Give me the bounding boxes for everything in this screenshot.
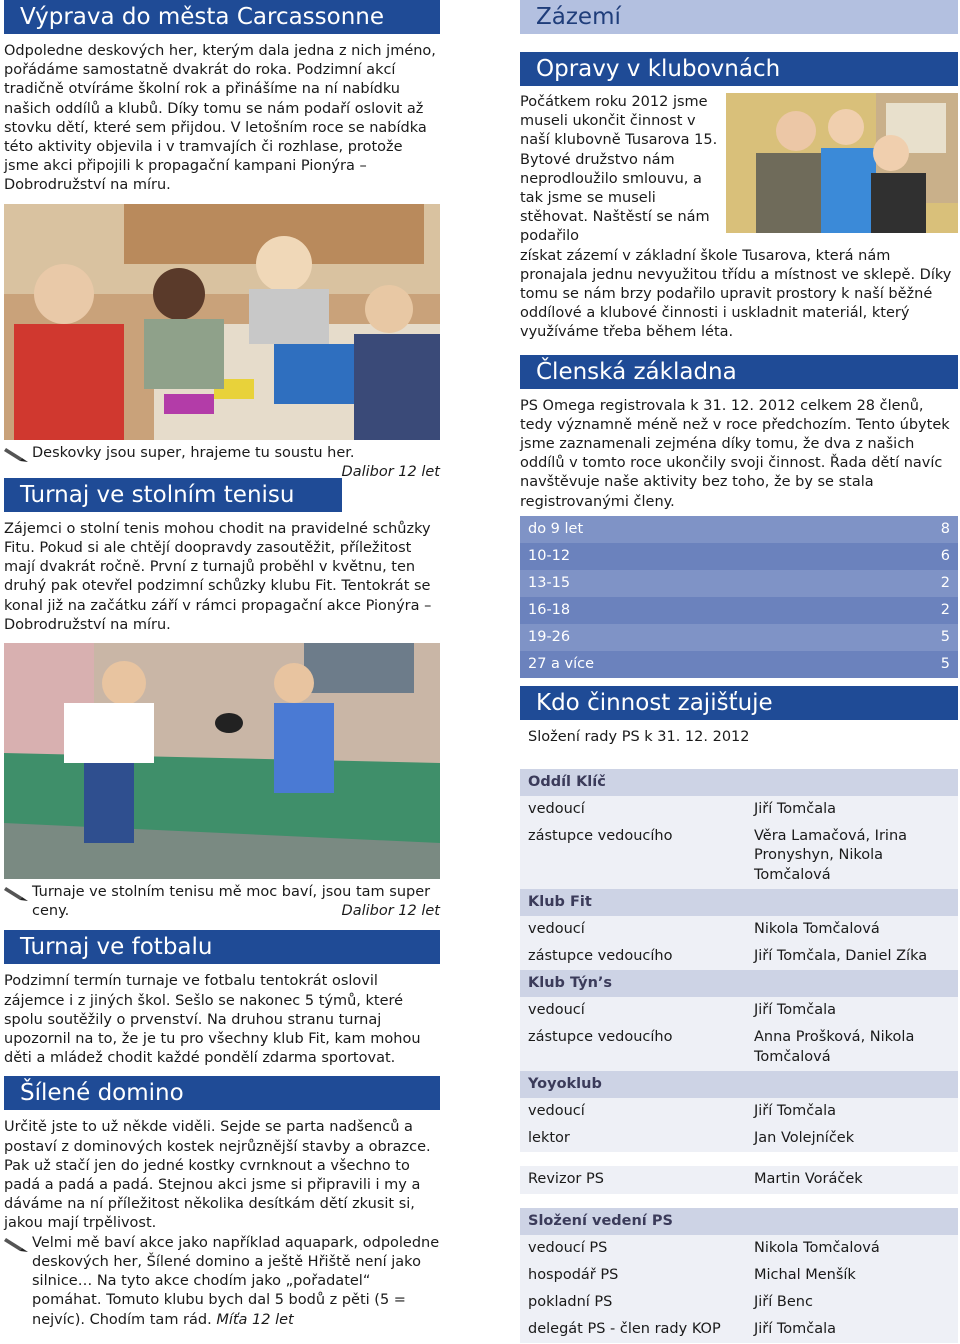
stats-row — [520, 624, 958, 651]
board-entry — [520, 943, 958, 970]
section-title-carcassonne: Výprava do města Carcassonne — [4, 0, 440, 34]
age-group: 19-26 — [528, 628, 571, 645]
board-entry — [520, 1316, 958, 1343]
clenska-text: PS Omega registrovala k 31. 12. 2012 celkem 28 členů, tedy významně méně než v roce předchozím. Tento úbytek jsme zaznamenali zejména díky tomu, že dva z našich oddílů v tomto roce ukončily svoji činnost. Řada dětí navíc navštěvuje naše aktivity bez toho, že by se stala registrovanými členy. — [520, 397, 950, 510]
stats-row — [520, 516, 958, 543]
tenis-caption — [4, 883, 440, 921]
age-group: do 9 let — [528, 520, 584, 537]
stats-row — [520, 570, 958, 597]
board-entry — [520, 796, 958, 823]
section-title-domino: Šílené domino — [4, 1076, 440, 1110]
person: Věra Lamačová, Irina Pronyshyn, Nikola Tomčalová — [754, 828, 908, 883]
person: Nikola Tomčalová — [754, 1239, 880, 1256]
domino-caption — [4, 1234, 440, 1330]
member-count: 5 — [940, 655, 950, 672]
person: Michal Menšík — [754, 1266, 856, 1283]
person: Jiří Tomčala — [754, 1102, 837, 1119]
section-title-zazemi: Zázemí — [520, 0, 958, 34]
person: Jiří Tomčala — [754, 801, 837, 818]
right-column — [520, 0, 958, 1343]
carcassonne-text: Odpoledne deskových her, kterým dala jedna z nich jméno, pořádáme samostatně dvakrát do roka. Podzimní akcí tradičně otvíráme školní rok a přinášíme na ní nabídku našich oddílů a klubů. Díky tomu se nám podaří oslovit až stovku dětí, které sem přijdou. V letošním roce se nabídka této aktivity objevila i v tramvajích či rozhlase, protože jsme akci připojili k propagační kampani Pionýra – Dobrodružství na míru. — [4, 43, 436, 194]
person: Jiří Tomčala — [754, 1321, 837, 1338]
role: delegát PS - člen rady KOP — [528, 1321, 721, 1338]
caption-signature: Dalibor 12 let — [341, 903, 440, 920]
role: Revizor PS — [528, 1171, 604, 1188]
domino-text: Určitě jste to už někde viděli. Sejde se parta nadšenců a postaví z dominových kostek nejrůznější stavby a obrazce. Pak už stačí jen do jedné kostky cvrnknout a všechno to padá a padá a padá. Stejnou akci jsme si připravili i my a dáváme na ní příležitost několika desítkám dětí zkusit si, jakou mají trpělivost. — [4, 1119, 431, 1232]
board-entry — [520, 1098, 958, 1125]
age-group: 16-18 — [528, 601, 571, 618]
caption-signature: Míťa 12 let — [216, 1311, 294, 1328]
board-entry — [520, 1262, 958, 1289]
opravy-text: získat zázemí v základní škole Tusarova, která nám pronajala jednu nevyužitou třídu a místnost ve sklepě. Díky tomu se nám brzy podařilo upravit prostory k naší běžné oddílové a klubové činnosti i uskladnit materiál, který využíváme třeba během léta. — [520, 247, 952, 341]
group-heading: Yoyoklub — [520, 1071, 958, 1098]
member-count: 2 — [940, 601, 950, 618]
board-entry — [520, 823, 958, 889]
board-entry — [520, 1024, 958, 1070]
board-table — [520, 769, 958, 1343]
kdo-subtitle: Složení rady PS k 31. 12. 2012 — [528, 728, 750, 745]
stats-row — [520, 651, 958, 678]
opravy-text-wrapped: Počátkem roku 2012 jsme museli ukončit činnost v naší klubovně Tusarova 15. Bytové družstvo nám neprodloužilo smlouvu, a tak jsme se museli stěhovat. Naštěstí se nám podařilo — [520, 94, 718, 245]
role: vedoucí — [528, 801, 585, 818]
role: lektor — [528, 1130, 570, 1147]
person: Anna Prošková, Nikola Tomčalová — [754, 1029, 915, 1065]
children-photo — [726, 93, 958, 233]
board-entry — [520, 1235, 958, 1262]
role: vedoucí — [528, 920, 585, 937]
caption-signature: Dalibor 12 let — [341, 463, 440, 480]
person: Jiří Tomčala, Daniel Zíka — [754, 948, 928, 965]
tenis-text: Zájemci o stolní tenis mohou chodit na pravidelné schůzky Fitu. Pokud si ale chtějí doopravdy zasoutěžit, příležitost mají dvakrát ročně. První z turnajů proběhl v květnu, ten druhý pak otevřel podzimní schůzky klubu Fit. Tentokrát se konal již na začátku září v rámci propagační akce Pionýra – Dobrodružství na míru. — [4, 520, 432, 633]
age-group: 10-12 — [528, 547, 571, 564]
member-stats-table — [520, 516, 958, 678]
table-tennis-photo — [4, 643, 440, 879]
member-count: 5 — [940, 628, 950, 645]
role: zástupce vedoucího — [528, 828, 673, 845]
role: pokladní PS — [528, 1293, 613, 1310]
role: hospodář PS — [528, 1266, 619, 1283]
spacer — [520, 1194, 958, 1208]
group-heading: Klub Fit — [520, 889, 958, 916]
carcassonne-caption — [4, 444, 440, 480]
stats-row — [520, 543, 958, 570]
person: Martin Voráček — [754, 1171, 863, 1188]
section-title-opravy: Opravy v klubovnách — [520, 52, 958, 86]
caption-text: Velmi mě baví akce jako například aquapark, odpoledne deskových her, Šílené domino a ještě Hřiště není jako silnice… Na tyto akce chodím jako „pořadatel“ pomáhat. Tomuto klubu bych dal 5 bodů z pěti (5 = nejvíc). Chodím tam rád. — [32, 1234, 440, 1328]
stats-row — [520, 597, 958, 624]
section-title-clenska: Členská základna — [520, 355, 958, 389]
board-entry — [520, 916, 958, 943]
group-heading: Oddíl Klíč — [520, 769, 958, 796]
board-entry — [520, 1289, 958, 1316]
section-title-kdo: Kdo činnost zajišťuje — [520, 686, 958, 720]
age-group: 13-15 — [528, 574, 571, 591]
fotbal-text: Podzimní termín turnaje ve fotbalu tentokrát oslovil zájemce i z jiných škol. Sešlo se nakonec 5 týmů, které spolu soutěžily o prvenství. Na druhou stranu turnaj upozornil na to, že je tu pro všechny klub Fit, kam mohou děti a mládež chodit každé pondělí zdarma sportovat. — [4, 973, 421, 1067]
opravy-block — [520, 93, 958, 343]
group-heading: Složení vedení PS — [520, 1208, 958, 1235]
pencil-icon — [4, 885, 28, 901]
person: Jiří Tomčala — [754, 1002, 837, 1019]
board-games-photo — [4, 204, 440, 440]
member-count: 2 — [940, 574, 950, 591]
role: vedoucí — [528, 1002, 585, 1019]
left-column — [4, 0, 440, 1330]
board-entry — [520, 1166, 958, 1193]
caption-text: Turnaje ve stolním tenisu mě moc baví, jsou tam super ceny. — [32, 884, 431, 920]
spacer — [520, 1152, 958, 1166]
caption-text: Deskovky jsou super, hrajeme tu soustu her. — [32, 444, 355, 461]
person: Nikola Tomčalová — [754, 920, 880, 937]
person: Jan Volejníček — [754, 1130, 855, 1147]
member-count: 6 — [940, 547, 950, 564]
group-heading: Klub Týn’s — [520, 970, 958, 997]
member-count: 8 — [940, 520, 950, 537]
board-entry — [520, 1125, 958, 1152]
role: vedoucí PS — [528, 1239, 608, 1256]
pencil-icon — [4, 446, 28, 462]
role: vedoucí — [528, 1102, 585, 1119]
role: zástupce vedoucího — [528, 1029, 673, 1046]
role: zástupce vedoucího — [528, 948, 673, 965]
person: Jiří Benc — [754, 1293, 813, 1310]
pencil-icon — [4, 1236, 28, 1252]
board-entry — [520, 997, 958, 1024]
section-title-tenis: Turnaj ve stolním tenisu — [4, 478, 342, 512]
age-group: 27 a více — [528, 655, 595, 672]
section-title-fotbal: Turnaj ve fotbalu — [4, 930, 440, 964]
